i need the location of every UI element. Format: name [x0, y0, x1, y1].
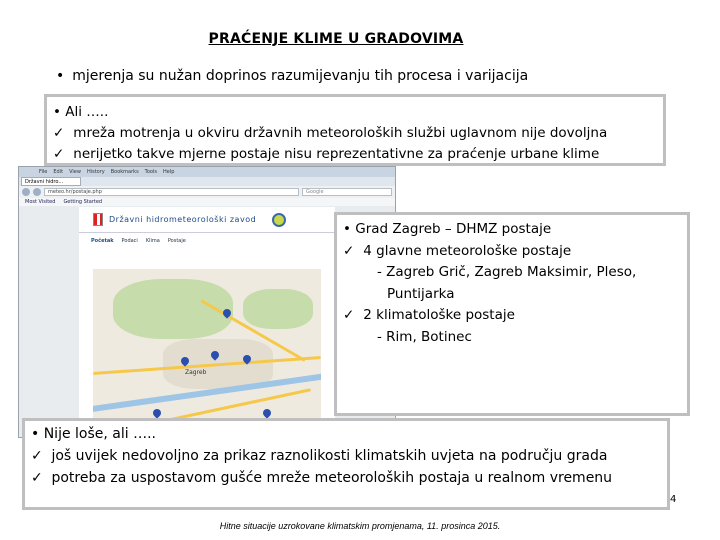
list-item-text: nerijetko takve mjerne postaje nisu reprezentativne za praćenje urbane klime [73, 146, 600, 162]
bookmark-item[interactable]: Most Visited [25, 199, 56, 205]
info-box-conclusion [22, 418, 670, 510]
menu-item[interactable]: View [69, 169, 81, 175]
coat-of-arms-icon [93, 213, 103, 226]
page-number: 4 [670, 494, 677, 505]
nav-item[interactable]: Klima [145, 238, 160, 244]
search-input[interactable]: Google [302, 188, 392, 196]
menu-item[interactable]: Bookmarks [110, 169, 139, 175]
web-page [79, 207, 335, 438]
list-item-detail: - Rim, Botinec [377, 328, 472, 345]
list-item [31, 467, 661, 489]
site-nav [79, 233, 335, 267]
checkmark-icon: ✓ [343, 307, 355, 323]
menu-item[interactable]: Help [163, 169, 175, 175]
checkmark-icon: ✓ [31, 448, 43, 464]
intro-bullet: • mjerenja su nužan doprinos razumijevanju tih procesa i varijacija [56, 68, 529, 84]
slide-footer: Hitne situacije uzrokovane klimatskim promjenama, 11. prosinca 2015. [219, 521, 501, 531]
browser-tab[interactable]: Državni hidro... [21, 177, 81, 186]
slide-title: PRAĆENJE KLIME U GRADOVIMA [208, 31, 464, 47]
list-item-text: još uvijek nedovoljno za prikaz raznolikosti klimatskih uvjeta na području grada [51, 448, 608, 464]
back-icon[interactable] [22, 188, 30, 196]
list-item [343, 305, 681, 327]
site-name[interactable]: Državni hidrometeorološki zavod [109, 215, 257, 224]
list-item-text: mreža motrenja u okviru državnih meteoroloških službi uglavnom nije dovoljna [73, 125, 608, 141]
bookmark-item[interactable]: Getting Started [63, 199, 103, 205]
nav-item[interactable]: Podaci [121, 238, 138, 244]
browser-navbar [19, 186, 395, 198]
checkmark-icon: ✓ [31, 470, 43, 486]
info-box-zagreb-stations [334, 212, 690, 416]
map-forest-area [243, 289, 313, 329]
station-pin-icon[interactable] [261, 407, 272, 418]
box-heading: • Ali ….. [53, 104, 109, 120]
dhmz-logo-icon [272, 213, 286, 227]
list-item [53, 144, 657, 165]
site-header [79, 207, 335, 233]
forward-icon[interactable] [33, 188, 41, 196]
station-map[interactable] [93, 269, 321, 437]
url-input[interactable]: meteo.hr/postaje.php [44, 188, 299, 196]
list-item-detail: - Zagreb Grič, Zagreb Maksimir, Pleso, [377, 264, 637, 280]
browser-menubar [19, 167, 395, 177]
list-item [343, 241, 681, 263]
list-item-detail: Puntijarka [387, 285, 455, 302]
nav-item[interactable]: Postaje [167, 238, 186, 244]
map-city-label: Zagreb [185, 369, 207, 376]
menu-item[interactable]: Edit [53, 169, 64, 175]
menu-item[interactable]: Tools [144, 169, 157, 175]
list-item-text: 4 glavne meteorološke postaje [363, 242, 572, 259]
intro-bullet-text: mjerenja su nužan doprinos razumijevanju tih procesa i varijacija [72, 68, 529, 84]
info-box-problems [44, 94, 666, 166]
list-item-text: 2 klimatološke postaje [363, 307, 515, 323]
list-item [31, 445, 661, 467]
box-heading: • Grad Zagreb – DHMZ postaje [343, 221, 552, 237]
list-item-text: potreba za uspostavom gušće mreže meteoroloških postaja u realnom vremenu [51, 470, 613, 486]
nav-item[interactable]: Početak [91, 238, 114, 244]
checkmark-icon: ✓ [53, 125, 65, 141]
menu-item[interactable]: File [39, 169, 48, 175]
checkmark-icon: ✓ [343, 242, 355, 259]
checkmark-icon: ✓ [53, 146, 65, 162]
box-heading: • Nije loše, ali ….. [31, 426, 156, 442]
browser-tabbar [19, 177, 395, 186]
menu-item[interactable]: History [86, 169, 105, 175]
station-pin-icon[interactable] [151, 407, 162, 418]
bookmarks-bar [19, 198, 395, 206]
list-item [53, 123, 657, 144]
